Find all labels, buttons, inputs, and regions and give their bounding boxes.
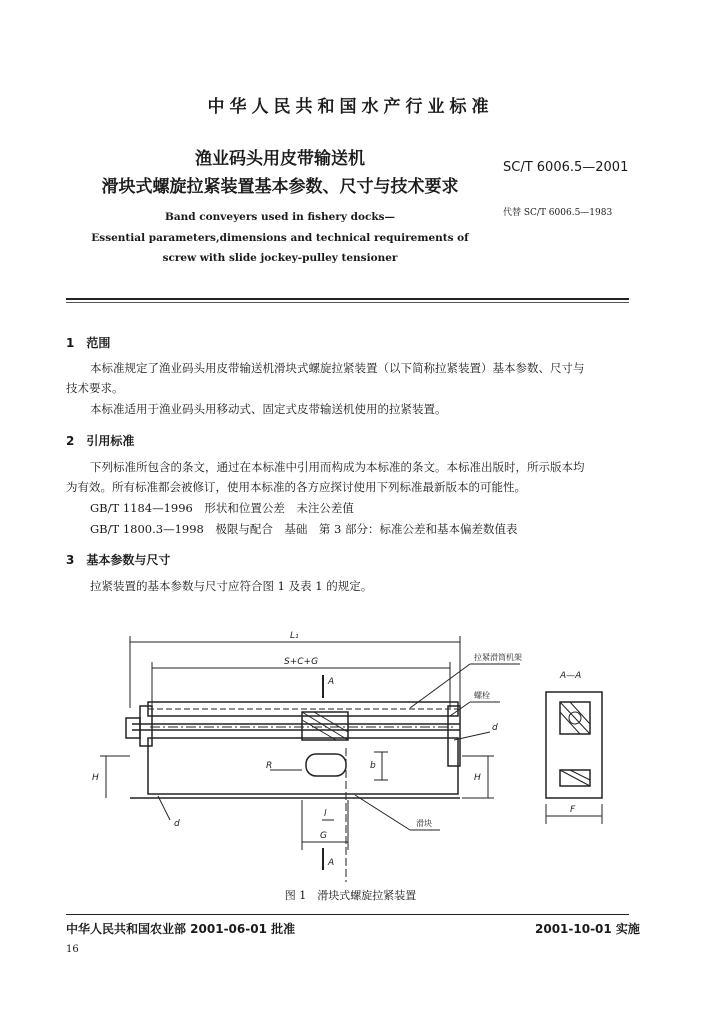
label-d-left: d (174, 819, 180, 829)
title-cn-line1: 渔业码头用皮带输送机 (195, 149, 365, 169)
footer-rule (66, 914, 629, 915)
section-3-heading: 3 基本参数与尺寸 (66, 553, 171, 567)
left-end-nut (126, 718, 140, 738)
section-1-para-2: 本标准适用于渔业码头用移动式、固定式皮带输送机使用的拉紧装置。 (90, 402, 447, 416)
header-rule-thin (66, 302, 629, 303)
label-b: b (370, 761, 376, 771)
title-cn-line2: 滑块式螺旋拉紧装置基本参数、尺寸与技术要求 (101, 177, 459, 197)
label-a-bottom: A (328, 858, 335, 868)
title-en-line2: Essential parameters,dimensions and technical requirements of (91, 232, 469, 244)
label-tensioner-frame: 拉紧滑筒机架 (474, 653, 522, 662)
figure-1-caption: 图 1 滑块式螺旋拉紧装置 (284, 889, 417, 902)
section-2-para-1a: 下列标准所包含的条文，通过在本标准中引用而构成为本标准的条文。本标准出版时，所示版本均 (90, 460, 585, 474)
section-2-para-1b: 为有效。所有标准都会被修订，使用本标准的各方应探讨使用下列标准最新版本的可能性。 (66, 480, 526, 494)
page-number: 16 (66, 944, 79, 955)
header-rule (66, 298, 629, 300)
reference-gb1800: GB/T 1800.3—1998 极限与配合 基础 第 3 部分：标准公差和基本偏差数值表 (90, 522, 518, 536)
label-h-right: H (474, 773, 481, 783)
section-1-para-1a: 本标准规定了渔业码头用皮带输送机滑块式螺旋拉紧装置（以下简称拉紧装置）基本参数、尺寸与 (90, 361, 585, 375)
label-l: l (324, 809, 327, 819)
label-a-top: A (328, 677, 335, 687)
label-g: G (320, 831, 327, 841)
figure-1-drawing (70, 620, 630, 882)
label-section-aa: A—A (560, 671, 582, 681)
title-en-line1: Band conveyers used in fishery docks— (164, 211, 396, 223)
slot (306, 754, 346, 776)
section-1-heading: 1 范围 (66, 336, 111, 350)
standard-category-header: 中华人民共和国水产行业标准 (207, 97, 494, 117)
lower-frame (148, 738, 458, 794)
section-1-para-1b: 技术要求。 (66, 381, 124, 395)
label-d-right: d (492, 723, 498, 733)
label-r: R (266, 761, 273, 771)
title-en-line3: screw with slide jockey-pulley tensioner (162, 252, 398, 264)
issuer-line: 中华人民共和国农业部 2001-06-01 批准 (66, 922, 296, 936)
label-slider: 滑块 (416, 819, 432, 828)
effective-date: 2001-10-01 实施 (535, 922, 640, 936)
label-bolt: 螺栓 (474, 691, 490, 700)
label-f: F (570, 805, 576, 815)
section-3-para-1: 拉紧装置的基本参数与尺寸应符合图 1 及表 1 的规定。 (90, 579, 373, 593)
label-scg: S+C+G (284, 657, 319, 667)
label-h-left: H (92, 773, 99, 783)
section-aa-outline (546, 692, 602, 798)
section-2-heading: 2 引用标准 (66, 434, 135, 448)
replaces-standard: 代替 SC/T 6006.5—1983 (503, 208, 613, 218)
reference-gb1184: GB/T 1184—1996 形状和位置公差 未注公差值 (90, 501, 354, 515)
label-l1: L₁ (290, 631, 299, 641)
standard-number: SC/T 6006.5—2001 (503, 160, 629, 175)
